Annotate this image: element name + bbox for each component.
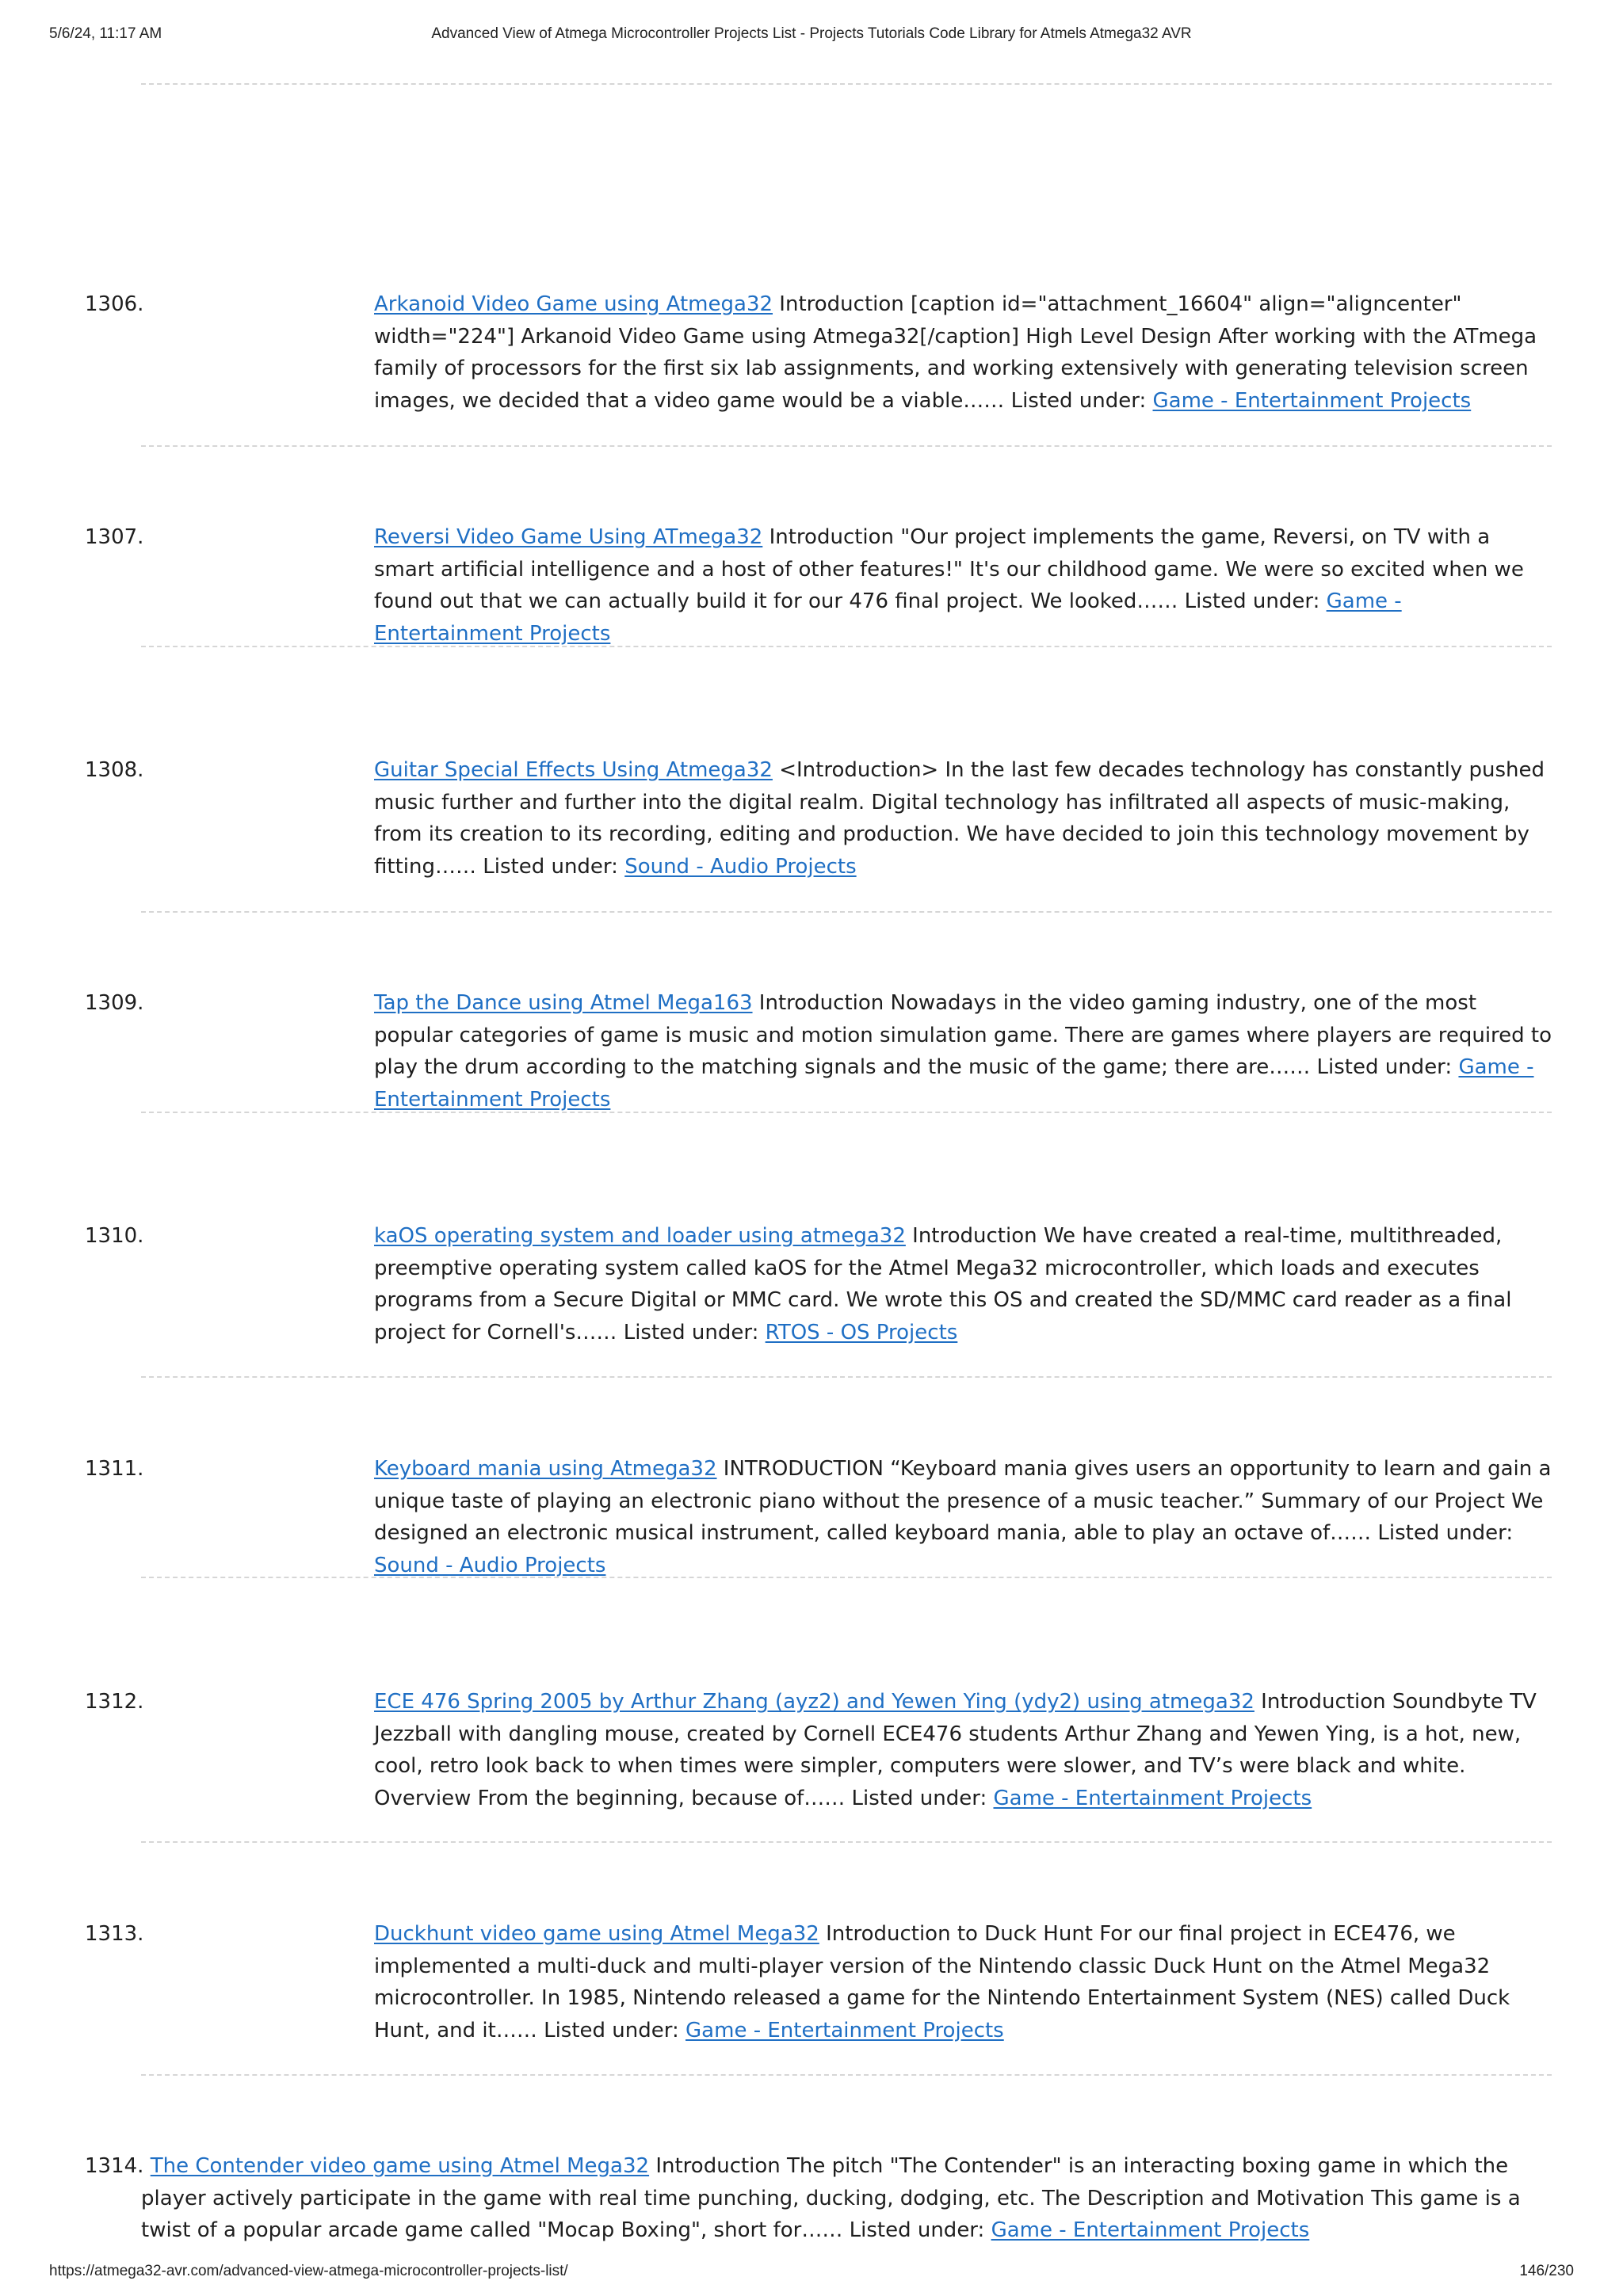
divider <box>141 1841 1552 1843</box>
item-number: 1310. <box>85 1224 144 1248</box>
project-link[interactable]: Reversi Video Game Using ATmega32 <box>374 525 763 549</box>
item-body <box>374 288 1555 417</box>
divider <box>141 1577 1552 1578</box>
item-number: 1313. <box>85 1922 144 1946</box>
item-number: 1306. <box>85 292 144 316</box>
project-description: Introduction Nowadays in the video gaming industry, one of the most popular categories of game is music and motion simulation game. There are games where players are required to play the drum according to the matching signals and the music of the game; there are…… <box>374 991 1552 1079</box>
project-description: Introduction "Our project implements the game, Reversi, on TV with a smart artificial intelligence and a host of other features!" It's our childhood game. We were so excited when we found out that we can actually build it for our 476 final project. We looked…… <box>374 525 1524 613</box>
item-number: 1308. <box>85 758 144 782</box>
listed-under-label: Listed under: <box>1184 589 1327 613</box>
divider <box>141 911 1552 913</box>
project-description: INTRODUCTION “Keyboard mania gives users an opportunity to learn and gain a unique taste of playing an electronic piano without the presence of a music teacher.” Summary of our Project We designed an electronic musical instrument, called keyboard mania, able to play an octave of…… <box>374 1457 1552 1545</box>
project-description: Introduction [caption id="attachment_16604" align="aligncenter" width="224"] Arkanoid Video Game using Atmega32[/caption] High Level Design After working with the ATmega family of processors for the first six lab assignments, and working extensively with generating television screen images, we decided that a video game would be a viable…… <box>374 292 1537 413</box>
listed-under-label: Listed under: <box>851 1786 994 1810</box>
project-description: Introduction We have created a real-time, multithreaded, preemptive operating system called kaOS for the Atmel Mega32 microcontroller, which loads and executes programs from a Secure Digital or MMC card. We wrote this OS and created the SD/MMC card reader as a final project for Cornell's…… <box>374 1224 1512 1344</box>
item-number: 1307. <box>85 525 144 549</box>
project-link[interactable]: ECE 476 Spring 2005 by Arthur Zhang (ayz2) and Yewen Ying (ydy2) using atmega32 <box>374 1690 1254 1714</box>
project-link[interactable]: Arkanoid Video Game using Atmega32 <box>374 292 773 316</box>
item-number: 1314. <box>85 2154 144 2178</box>
category-link[interactable]: Sound - Audio Projects <box>624 854 857 879</box>
item-number: 1309. <box>85 991 144 1015</box>
item-number: 1311. <box>85 1457 144 1481</box>
divider <box>141 1376 1552 1378</box>
divider <box>141 83 1552 85</box>
category-link[interactable]: Game - Entertainment Projects <box>991 2218 1310 2242</box>
listed-under-label: Listed under: <box>1316 1055 1459 1079</box>
listed-under-label: Listed under: <box>1010 388 1153 413</box>
item-body <box>374 987 1555 1116</box>
project-link[interactable]: kaOS operating system and loader using atmega32 <box>374 1224 906 1248</box>
category-link[interactable]: Sound - Audio Projects <box>374 1553 606 1577</box>
category-link[interactable]: Game - Entertainment Projects <box>993 1786 1312 1810</box>
print-page-title: Advanced View of Atmega Microcontroller Projects List - Projects Tutorials Code Library for Atmels Atmega32 AVR <box>431 25 1192 42</box>
project-description: Introduction Soundbyte TV Jezzball with dangling mouse, created by Cornell ECE476 students Arthur Zhang and Yewen Ying, is a hot, new, cool, retro look back to when times were simpler, computers were slower, and TV’s were black and white. Overview From the beginning, because of…… <box>374 1690 1537 1810</box>
print-datetime: 5/6/24, 11:17 AM <box>49 25 162 42</box>
category-link[interactable]: Game - Entertainment Projects <box>374 589 1402 646</box>
category-link[interactable]: Game - Entertainment Projects <box>374 1055 1534 1112</box>
category-link[interactable]: RTOS - OS Projects <box>765 1320 958 1344</box>
project-description: <Introduction> In the last few decades technology has constantly pushed music further and further into the digital realm. Digital technology has infiltrated all aspects of music-making, from its creation to its recording, editing and production. We have decided to join this technology movement by fitting…… <box>374 758 1545 879</box>
project-description: Introduction The pitch "The Contender" is an interacting boxing game in which the player actively participate in the game with real time punching, ducking, dodging, etc. The Description and Motivation This game is a twist of a popular arcade game called "Mocap Boxing", short for…… <box>141 2154 1521 2242</box>
project-link[interactable]: Guitar Special Effects Using Atmega32 <box>374 758 773 782</box>
project-link[interactable]: Duckhunt video game using Atmel Mega32 <box>374 1922 819 1946</box>
listed-under-label: Listed under: <box>483 854 625 879</box>
item-body <box>374 1453 1555 1581</box>
divider <box>141 2074 1552 2076</box>
item-body <box>85 2150 1559 2247</box>
category-link[interactable]: Game - Entertainment Projects <box>685 2018 1004 2042</box>
item-body <box>374 1220 1555 1348</box>
print-header <box>49 25 1574 49</box>
listed-under-label: Listed under: <box>849 2218 991 2242</box>
project-description: Introduction to Duck Hunt For our final project in ECE476, we implemented a multi-duck and multi-player version of the Nintendo classic Duck Hunt on the Atmel Mega32 microcontroller. In 1985, Nintendo released a game for the Nintendo Entertainment System (NES) called Duck Hunt, and it…… <box>374 1922 1510 2042</box>
category-link[interactable]: Game - Entertainment Projects <box>1152 388 1472 413</box>
item-body <box>374 754 1555 883</box>
project-link[interactable]: Keyboard mania using Atmega32 <box>374 1457 717 1481</box>
divider <box>141 445 1552 447</box>
project-link[interactable]: The Contender video game using Atmel Mega32 <box>150 2154 650 2178</box>
listed-under-label: Listed under: <box>623 1320 766 1344</box>
print-url: https://atmega32-avr.com/advanced-view-atmega-microcontroller-projects-list/ <box>49 2263 568 2279</box>
divider <box>141 646 1552 647</box>
listed-under-label: Listed under: <box>544 2018 686 2042</box>
divider <box>141 1112 1552 1113</box>
list-item <box>85 2150 1559 2247</box>
listed-under-label: Listed under: <box>1377 1521 1514 1545</box>
item-body <box>374 1686 1555 1814</box>
item-number: 1312. <box>85 1690 144 1714</box>
item-body <box>374 521 1555 650</box>
page-counter: 146/230 <box>1519 2263 1574 2279</box>
project-link[interactable]: Tap the Dance using Atmel Mega163 <box>374 991 753 1015</box>
item-body <box>374 1918 1555 2046</box>
print-footer <box>49 2263 1574 2286</box>
